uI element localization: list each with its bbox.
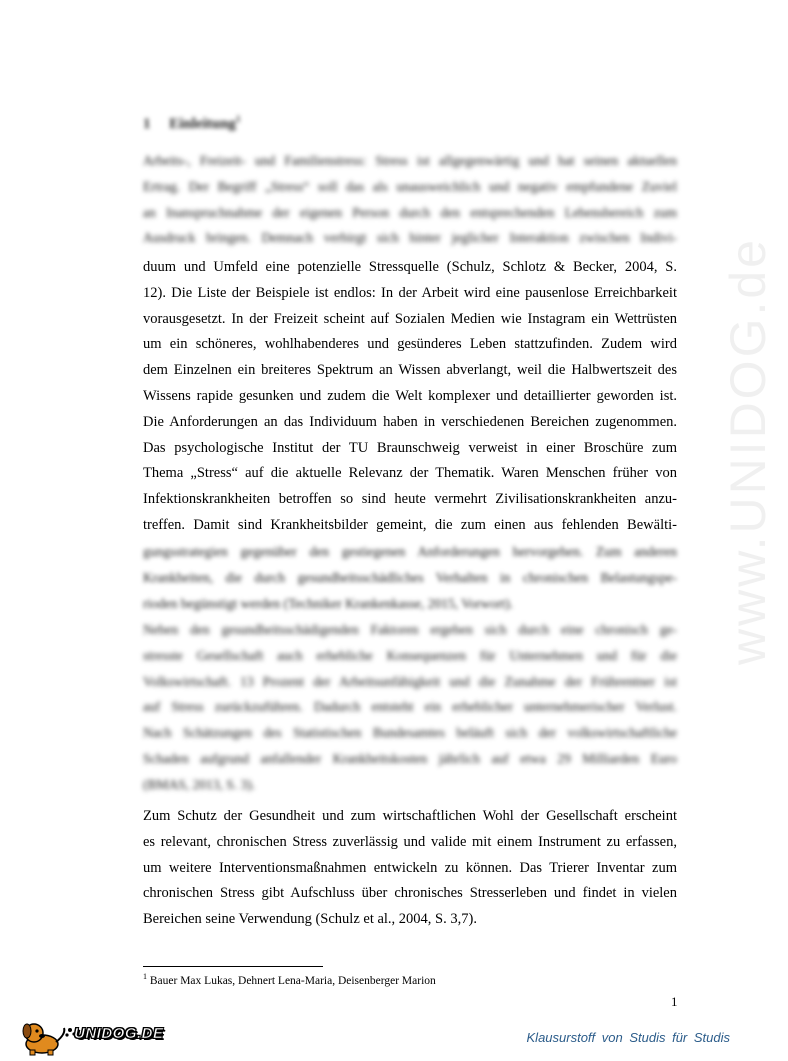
- text-line: Volkswirtschaft. 13 Prozent der Arbeitsunfähigkeit und die Zunahme der Frührentner ist: [143, 673, 677, 689]
- text-line: Zum Schutz der Gesundheit und zum wirtschaftlichen Wohl der Gesellschaft erscheint: [143, 808, 677, 824]
- paragraph-1-blurred: [143, 148, 677, 251]
- text-line: Neben den gesundheitsschädigenden Faktoren ergeben sich durch eine chronisch ge-: [143, 622, 677, 637]
- text-line: chronischen Stress gibt Aufschluss über chronisches Stresserleben und findet in vielen: [143, 885, 677, 902]
- text-line: auf Stress zurückzuführen. Dadurch entsteht ein erheblicher unternehmerischer Verlust.: [143, 699, 677, 715]
- text-line: gungsstrategien gegenüber den gestiegenen Anforderungen hervorgehen. Zum anderen: [143, 544, 677, 559]
- text-line: um ein schöneres, wohlhabenderes und gesünderes Leben stattzufinden. Zudem wird: [143, 336, 677, 353]
- logo-text: UNIDOG.DE: [74, 1025, 164, 1042]
- text-line: (BMAS, 2013, S. 3).: [143, 776, 256, 792]
- text-line: dem Einzelnen ein breiteres Spektrum an Wissen abverlangt, weil die Halbwertszeit des: [143, 362, 677, 379]
- section-title: Einleitung: [169, 116, 236, 132]
- section-heading: [143, 114, 240, 133]
- footnote-text: Bauer Max Lukas, Dehnert Lena-Maria, Deisenberger Marion: [149, 974, 436, 987]
- paragraph-1-visible: [143, 255, 677, 539]
- text-line: Arbeits-, Freizeit- und Familienstress: Stress ist allgegenwärtig und hat seinen aktuellen: [143, 153, 677, 168]
- text-line: Ausdruck bringen. Demnach verbirgt sich hinter jeglicher Interaktion zwischen Indivi-: [143, 230, 677, 246]
- text-line: um weitere Interventionsmaßnahmen entwickeln zu können. Das Trierer Inventar zum: [143, 859, 677, 876]
- text-line: Thema „Stress“ auf die aktuelle Relevanz der Thematik. Waren Menschen früher von: [143, 465, 677, 482]
- text-line: vorausgesetzt. In der Freizeit scheint auf Sozialen Medien wie Instagram ein Wettrüsten: [143, 310, 677, 327]
- tagline: Klausurstoff von Studis für Studis: [526, 1030, 730, 1045]
- text-line: stresste Gesellschaft auch erhebliche Konsequenzen für Unternehmen und für die: [143, 647, 677, 663]
- footnote-divider: [143, 966, 323, 967]
- heading-footnote-mark: 1: [235, 114, 241, 124]
- text-line: Das psychologische Institut der TU Braunschweig verweist in einer Broschüre zum: [143, 439, 677, 456]
- page-number: 1: [671, 994, 678, 1009]
- text-line: an Inanspruchnahme der eigenen Person durch den entsprechenden Lebensbereich zum: [143, 204, 677, 220]
- paragraph-3-visible: [143, 804, 677, 933]
- text-line: Die Anforderungen an das Individuum haben in verschiedenen Bereichen zugenommen.: [143, 413, 677, 430]
- text-line: treffen. Damit sind Krankheitsbilder gemeint, die zum einen aus fehlenden Bewälti-: [143, 516, 677, 533]
- text-line: es relevant, chronischen Stress zuverlässig und valide mit einem Instrument zu erfassen,: [143, 833, 677, 850]
- paragraph-2-blurred: [143, 617, 677, 798]
- brand-bar: [0, 1018, 750, 1059]
- text-line: Wissens rapide gesunken und zudem die Welt komplexer und detaillierter geworden ist.: [143, 387, 677, 404]
- unidog-logo[interactable]: [18, 1020, 168, 1056]
- watermark: www.UNIDOG.de: [720, 237, 776, 665]
- footnote-mark: 1: [143, 972, 147, 981]
- text-line: rioden begünstigt werden (Techniker Krankenkasse, 2015, Vorwort).: [143, 595, 514, 611]
- text-line: Infektionskrankheiten betroffen so sind heute vermehrt Zivilisationskrankheiten anzu-: [143, 491, 677, 508]
- text-line: 12). Die Liste der Beispiele ist endlos: In der Arbeit wird eine pausenlose Erreichbarkeit: [143, 284, 677, 301]
- text-line: Nach Schätzungen des Statistischen Bundesamtes beläuft sich der volkswirtschaftliche: [143, 725, 677, 741]
- text-line: Krankheiten, die durch gesundheitsschädliches Verhalten in chronischen Belastungspe-: [143, 569, 677, 585]
- section-number: 1: [143, 116, 151, 132]
- dog-icon: [18, 1020, 78, 1056]
- paragraph-1-blurred-tail: [143, 539, 677, 616]
- text-line: duum und Umfeld eine potenzielle Stressquelle (Schulz, Schlotz & Becker, 2004, S.: [143, 259, 677, 275]
- text-line: Schaden aufgrund anfallender Krankheitskosten jährlich auf etwa 29 Milliarden Euro: [143, 750, 677, 766]
- text-line: Bereichen seine Verwendung (Schulz et al., 2004, S. 3,7).: [143, 911, 477, 928]
- text-line: Ertrag. Der Begriff „Stress“ soll das als unausweichlich und negativ empfundene Zuviel: [143, 178, 677, 194]
- footnote: [143, 972, 436, 987]
